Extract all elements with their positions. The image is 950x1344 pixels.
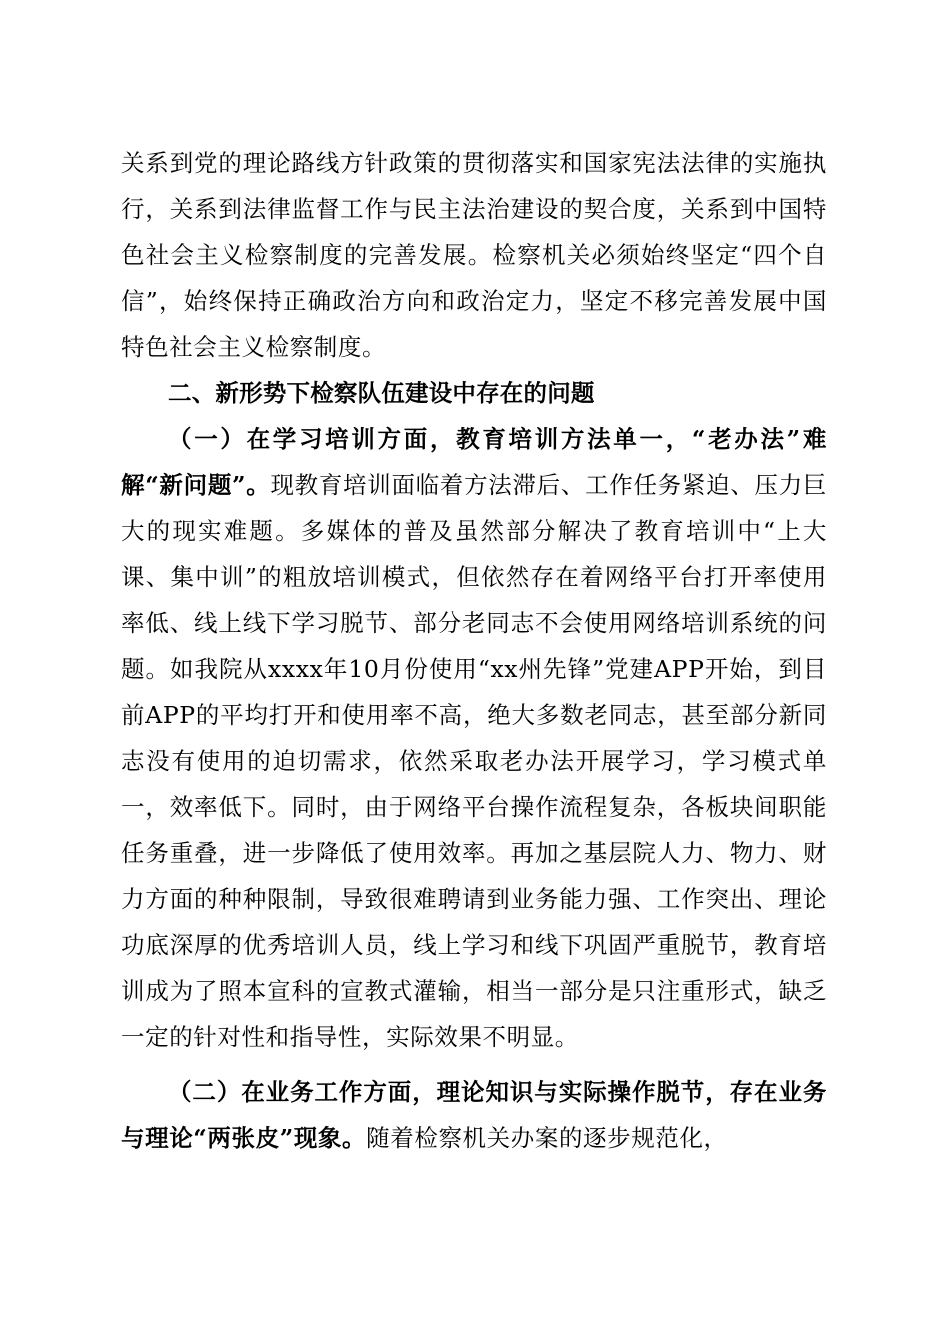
- section-heading: 二、新形势下检察队伍建设中存在的问题: [168, 379, 595, 407]
- item-heading: （一）在学习培训方面，教育培训方法单一，“老办法”难解“新问题”。: [121, 425, 827, 499]
- paragraph-continued: 关系到党的理论路线方针政策的贯彻落实和国家宪法法律的实施执行，关系到法律监督工作与民主法治建设的契合度，关系到中国特色社会主义检察制度的完善发展。检察机关必须始终坚定“四个自信”，始终保持正确政治方向和政治定力，坚定不移完善发展中国特色社会主义检察制度。: [121, 149, 827, 361]
- document-body: [121, 140, 827, 1161]
- list-item: [121, 416, 827, 1060]
- item-body: 随着检察机关办案的逐步规范化，: [366, 1124, 728, 1152]
- list-item: [121, 1069, 827, 1161]
- item-heading: （二）在业务工作方面，理论知识与实际操作脱节，存在业务与理论“两张皮”现象。: [121, 1078, 827, 1152]
- item-body: 现教育培训面临着方法滞后、工作任务紧迫、压力巨大的现实难题。多媒体的普及虽然部分解决了教育培训中“上大课、集中训”的粗放培训模式，但依然存在着网络平台打开率使用率低、线上线下学习脱节、部分老同志不会使用网络培训系统的问题。如我院从xxxx年10月份使用“xx州先锋”党建APP开始，到目前APP的平均打开和使用率不高，绝大多数老同志，甚至部分新同志没有使用的迫切需求，依然采取老办法开展学习，学习模式单一，效率低下。同时，由于网络平台操作流程复杂，各板块间职能任务重叠，进一步降低了使用效率。再加之基层院人力、物力、财力方面的种种限制，导致很难聘请到业务能力强、工作突出、理论功底深厚的优秀培训人员，线上学习和线下巩固严重脱节，教育培训成为了照本宣科的宣教式灌输，相当一部分是只注重形式，缺乏一定的针对性和指导性，实际效果不明显。: [121, 471, 827, 1051]
